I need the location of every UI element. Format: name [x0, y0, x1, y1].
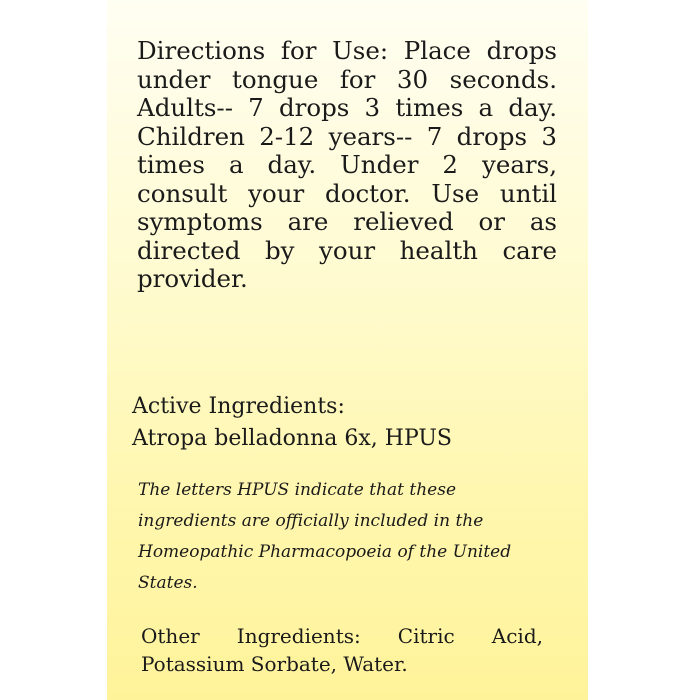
other-ingredients: Other Ingredients: Citric Acid, Potassium Sorbate, Water.: [141, 624, 543, 676]
product-label-panel: [107, 0, 588, 700]
active-ingredients-value: Atropa belladonna 6x, HPUS: [132, 426, 452, 451]
hpus-note: The letters HPUS indicate that these ingredients are officially included in the Homeopathic Pharmacopoeia of the United States.: [138, 480, 512, 593]
directions-for-use: Directions for Use: Place drops under tongue for 30 seconds. Adults-- 7 drops 3 times a day. Children 2-12 years-- 7 drops 3 times a day. Under 2 years, consult your doctor. Use until symptoms are relieved or as directed by your health care provider.: [137, 36, 557, 293]
active-ingredients-heading: Active Ingredients:: [132, 394, 345, 419]
